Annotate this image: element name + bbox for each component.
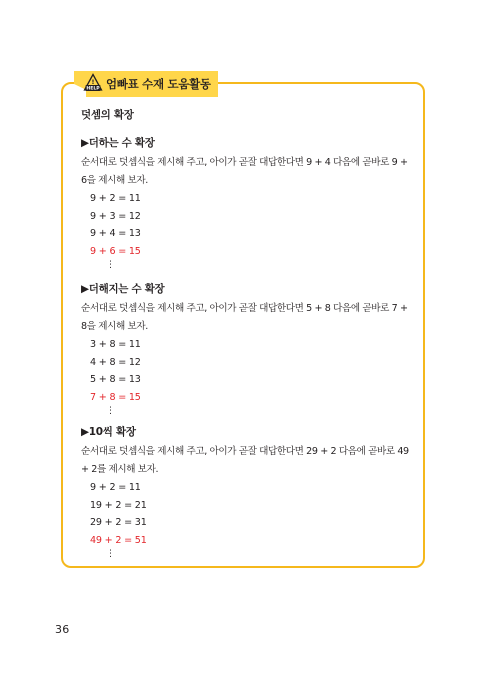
equation-list [90,190,411,274]
section-description: 순서대로 덧셈식을 제시해 주고, 아이가 곧잘 대답한다면 5 + 8 다음에 곧바로 7 + 8을 제시해 보자. [81,303,408,332]
page-number: 36 [55,623,70,636]
equation: 19 + 2 = 21 [90,499,147,511]
equation: 3 + 8 = 11 [90,339,141,350]
section-tens-extension [81,424,411,563]
equation: 4 + 8 = 12 [90,356,141,368]
equation: 29 + 2 = 31 [90,517,147,529]
section-description: 순서대로 덧셈식을 제시해 주고, 아이가 곧잘 대답한다면 9 + 4 다음에 곧바로 9 + 6을 제시해 보자. [81,157,408,186]
section-title: ▶더해지는 수 확장 [81,283,165,295]
svg-text:HELP: HELP [86,86,100,92]
section-title: ▶더하는 수 확장 [81,137,155,149]
equation: 9 + 2 = 11 [90,482,141,493]
continuation-dots: ⋮ [106,260,115,271]
equation: 9 + 4 = 13 [90,228,141,240]
highlighted-equation: 9 + 6 = 15 [90,245,141,257]
highlighted-equation: 49 + 2 = 51 [90,534,147,546]
section-addend-extension [81,135,411,274]
subject-title: 덧셈의 확장 [81,109,134,121]
highlighted-equation: 7 + 8 = 15 [90,391,141,403]
section-title: ▶10씩 확장 [81,426,136,438]
equation: 9 + 2 = 11 [90,193,141,204]
svg-text:!: ! [91,78,95,86]
equation: 9 + 3 = 12 [90,210,141,222]
section-description: 순서대로 덧셈식을 제시해 주고, 아이가 곧잘 대답한다면 29 + 2 다음에 곧바로 49 + 2를 제시해 보자. [81,446,409,475]
badge-title: 엄빠표 수재 도움활동 [106,77,211,91]
help-icon [83,73,103,93]
equation-list [90,336,411,420]
equation: 5 + 8 = 13 [90,374,141,386]
continuation-dots: ⋮ [106,549,115,560]
continuation-dots: ⋮ [106,406,115,417]
equation-list [90,479,411,563]
section-augend-extension [81,281,411,420]
